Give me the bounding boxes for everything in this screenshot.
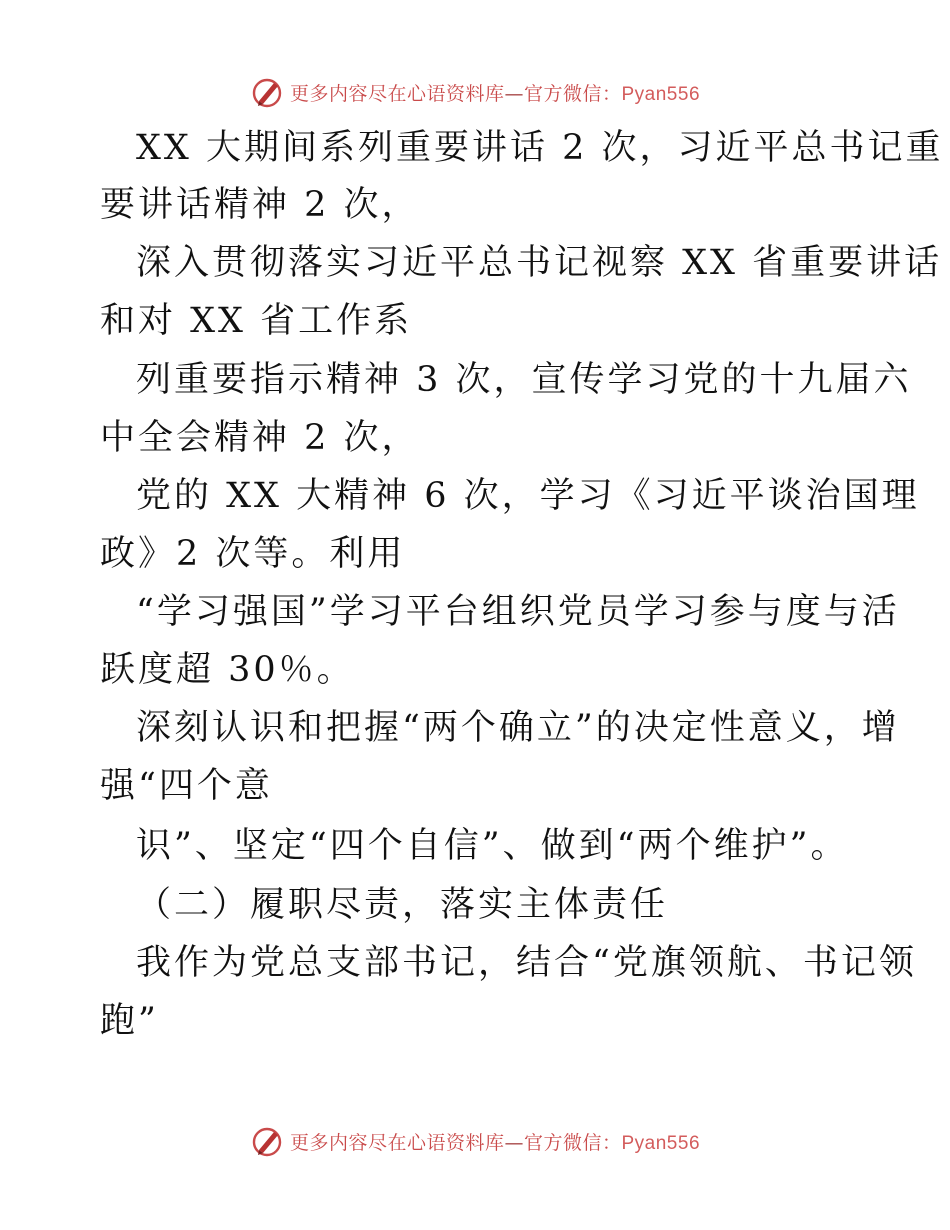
watermark-id: Pyan556: [621, 1132, 701, 1154]
watermark-brand: 更多内容尽在心语资料库: [289, 1131, 505, 1154]
text-line: 中全会精神 2 次，: [100, 418, 420, 458]
text-line: 深刻认识和把握“两个确立”的决定性意义，增: [136, 708, 900, 748]
watermark-label: 官方微信：: [523, 1131, 622, 1154]
watermark-text: [290, 79, 700, 106]
text-line: 党的 XX 大精神 6 次，学习《习近平谈治国理: [136, 476, 920, 516]
watermark-brand: 更多内容尽在心语资料库: [289, 82, 505, 105]
pen-logo-icon: [250, 75, 284, 109]
text-line: XX 大期间系列重要讲话 2 次，习近平总书记重: [136, 128, 944, 168]
text-line: 我作为党总支部书记，结合“党旗领航、书记领: [136, 943, 917, 983]
text-line: 识”、坚定“四个自信”、做到“两个维护”。: [136, 826, 849, 866]
watermark-separator: —: [504, 82, 524, 105]
text-line: 和对 XX 省工作系: [100, 301, 413, 341]
watermark-text: [290, 1128, 700, 1155]
text-line: 强“四个意: [100, 766, 273, 806]
text-line: 要讲话精神 2 次，: [100, 185, 420, 225]
watermark-separator: —: [504, 1131, 524, 1154]
text-line: 政》2 次等。利用: [100, 534, 406, 574]
text-line: “学习强国”学习平台组织党员学习参与度与活: [136, 592, 900, 632]
text-line: 列重要指示精神 3 次，宣传学习党的十九届六: [136, 360, 912, 400]
watermark-id: Pyan556: [621, 83, 701, 105]
header-watermark: [0, 72, 950, 112]
text-line: 跑”: [100, 1001, 159, 1041]
footer-watermark: [0, 1121, 950, 1161]
text-line: 深入贯彻落实习近平总书记视察 XX 省重要讲话: [136, 243, 943, 283]
text-line: 跃度超 30％。: [100, 650, 355, 690]
pen-logo-icon: [250, 1124, 284, 1158]
watermark-label: 官方微信：: [523, 82, 622, 105]
section-heading: （二）履职尽责，落实主体责任: [136, 885, 669, 925]
